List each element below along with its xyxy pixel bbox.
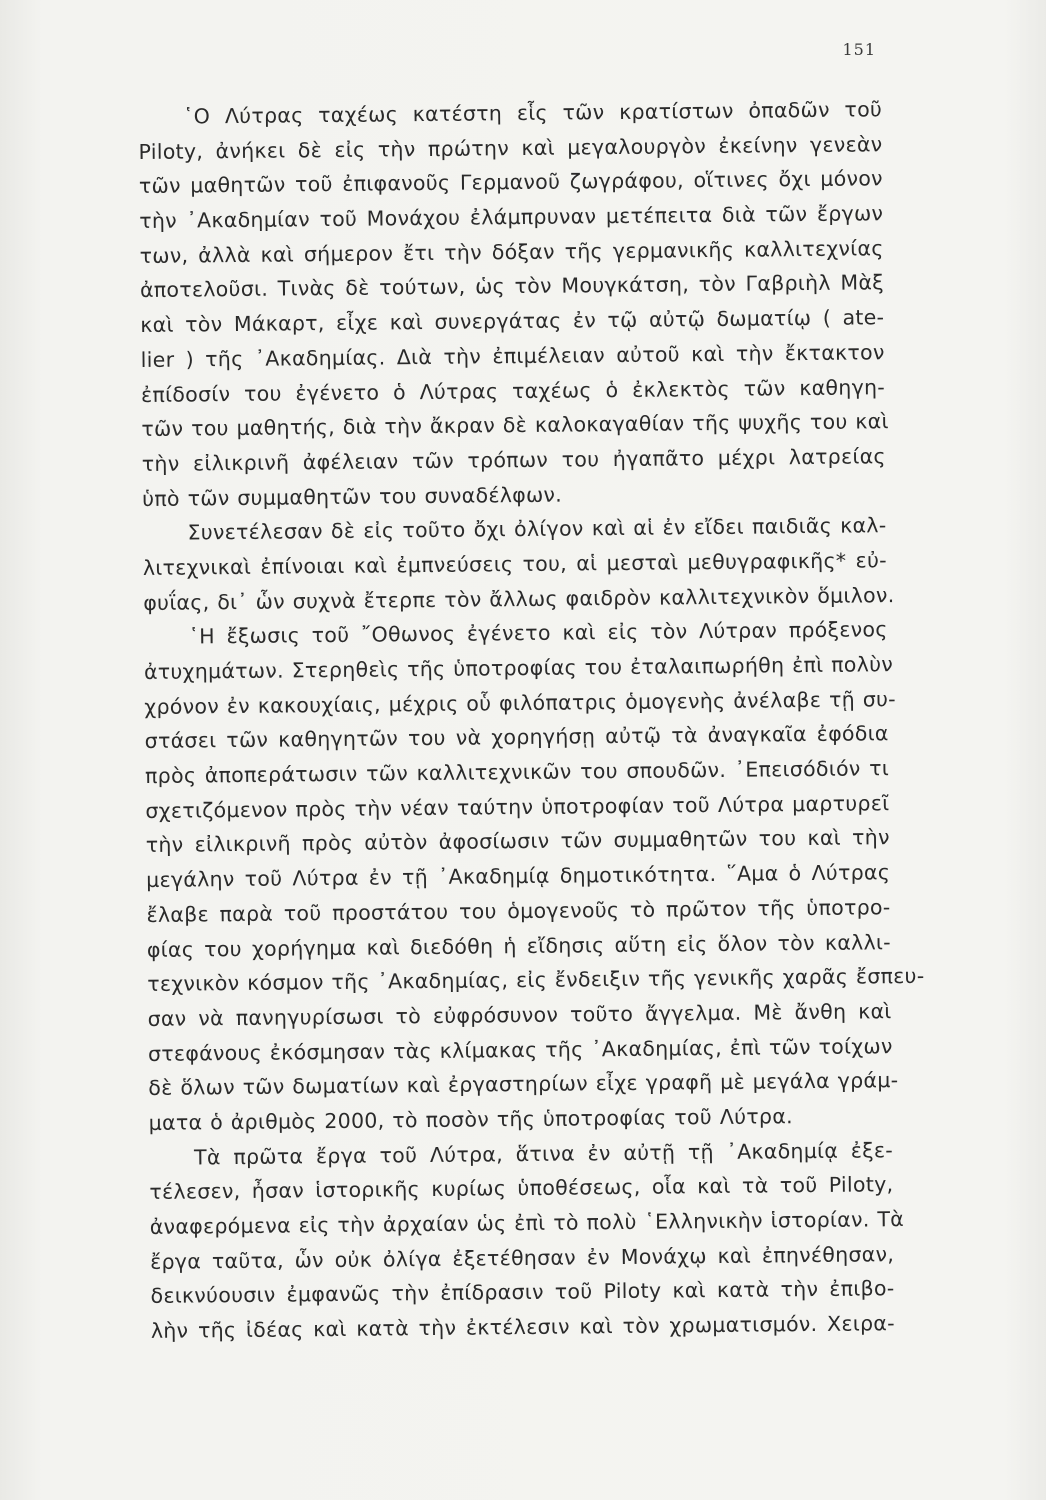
text-line: ματα ὁ ἀριθμὸς 2000, τὸ ποσὸν τῆς ὑποτροφίας τοῦ Λύτρα. — [148, 1104, 794, 1135]
text-line: ὑπὸ τῶν συμμαθητῶν του συναδέλφων. — [142, 482, 563, 511]
text-line: ἀποτελοῦσι. Τινὰς δὲ τούτων, ὡς τὸν Μουγκάτση, τὸν Γαβριὴλ Μὰξ — [139, 270, 885, 303]
text-line: δεικνύουσιν ἐμφανῶς τὴν ἐπίδρασιν τοῦ Piloty καὶ κατὰ τὴν ἐπιβο- — [150, 1276, 895, 1309]
text-line: σαν νὰ πανηγυρίσωσι τὸ εὐφρόσυνον τοῦτο ἄγγελμα. Μὲ ἄνθη καὶ — [147, 999, 892, 1031]
text-line: λιτεχνικαὶ ἐπίνοιαι καὶ ἐμπνεύσεις του, αἱ μεσταὶ μεθυγραφικῆς* εὐ- — [142, 548, 887, 580]
text-line: ἀτυχημάτων. Στερηθεὶς τῆς ὑποτροφίας του ἐταλαιπωρήθη ἐπὶ πολὺν — [143, 652, 894, 684]
text-line: των, ἀλλὰ καὶ σήμερον ἔτι τὴν δόξαν τῆς γερμανικῆς καλλιτεχνίας — [139, 235, 884, 268]
text-line: τῶν μαθητῶν τοῦ ἐπιφανοῦς Γερμανοῦ ζωγράφου, οἵτινες ὄχι μόνον — [138, 166, 883, 199]
text-line: Συνετέλεσαν δὲ εἰς τοῦτο ὄχι ὀλίγον καὶ αἱ ἐν εἴδει παιδιᾶς καλ- — [187, 513, 887, 545]
text-line: ἐπίδοσίν του ἐγένετο ὁ Λύτρας ταχέως ὁ ἐκλεκτὸς τῶν καθηγη- — [140, 374, 886, 407]
text-line: καὶ τὸν Μάκαρτ, εἶχε καὶ συνεργάτας ἐν τῷ αὐτῷ δωματίῳ ( ate- — [140, 305, 885, 338]
text-line: δὲ ὅλων τῶν δωματίων καὶ ἐργαστηρίων εἶχε γραφῆ μὲ μεγάλα γράμ- — [148, 1068, 899, 1101]
text-line: λὴν τῆς ἰδέας καὶ κατὰ τὴν ἐκτέλεσιν καὶ τὸν χρωματισμόν. Χειρα- — [150, 1311, 895, 1343]
text-line: τεχνικὸν κόσμον τῆς ᾿Ακαδημίας, εἰς ἔνδειξιν τῆς γενικῆς χαρᾶς ἔσπευ- — [147, 964, 925, 997]
text-line: τὴν εἰλικρινῆ πρὸς αὐτὸν ἀφοσίωσιν τῶν συμμαθητῶν του καὶ τὴν — [145, 825, 890, 858]
text-line: μεγάλην τοῦ Λύτρα ἐν τῇ ᾿Ακαδημίᾳ δημοτικότητα. ῞Αμα ὁ Λύτρας — [146, 860, 891, 893]
text-line: lier ) τῆς ᾿Ακαδημίας. Διὰ τὴν ἐπιμέλειαν αὐτοῦ καὶ τὴν ἔκτακτον — [140, 340, 885, 372]
body-text — [138, 92, 925, 1348]
text-line: σχετιζόμενον πρὸς τὴν νέαν ταύτην ὑποτροφίαν τοῦ Λύτρα μαρτυρεῖ — [145, 790, 890, 823]
text-line: ἔλαβε παρὰ τοῦ προστάτου του ὁμογενοῦς τὸ πρῶτον τῆς ὑποτρο- — [146, 894, 891, 927]
text-line: ἔργα ταῦτα, ὧν οὐκ ὀλίγα ἐξετέθησαν ἐν Μονάχῳ καὶ ἐπηνέθησαν, — [150, 1241, 895, 1274]
text-line: φυΐας, δι᾿ ὧν συχνὰ ἔτερπε τὸν ἄλλως φαιδρὸν καλλιτεχνικὸν ὅμιλον. — [143, 582, 895, 615]
text-line: στάσει τῶν καθηγητῶν του νὰ χορηγήσῃ αὐτῷ τὰ ἀναγκαῖα ἐφόδια — [144, 721, 889, 754]
text-line: ἀναφερόμενα εἰς τὴν ἀρχαίαν ὡς ἐπὶ τὸ πολὺ ῾Ελληνικὴν ἱστορίαν. Τὰ — [149, 1207, 905, 1239]
text-line: ῾Η ἔξωσις τοῦ ῎Οθωνος ἐγένετο καὶ εἰς τὸν Λύτραν πρόξενος — [188, 617, 888, 649]
text-line: χρόνον ἐν κακουχίαις, μέχρις οὗ φιλόπατρις ὁμογενὴς ἀνέλαβε τῇ συ- — [144, 686, 897, 719]
text-line: τέλεσεν, ἦσαν ἱστορικῆς κυρίως ὑποθέσεως, οἷα καὶ τὰ τοῦ Piloty, — [149, 1172, 894, 1205]
text-line: τὴν εἰλικρινῆ ἀφέλειαν τῶν τρόπων του ἠγαπᾶτο μέχρι λατρείας — [141, 444, 886, 476]
text-line: Piloty, ἀνήκει δὲ εἰς τὴν πρώτην καὶ μεγαλουργὸν ἐκείνην γενεὰν — [138, 131, 883, 164]
text-line: ῾Ο Λύτρας ταχέως κατέστη εἷς τῶν κρατίστων ὀπαδῶν τοῦ — [183, 97, 883, 129]
text-line: πρὸς ἀποπεράτωσιν τῶν καλλιτεχνικῶν του σπουδῶν. ᾿Επεισόδιόν τι — [144, 756, 890, 789]
text-line: τὴν ᾿Ακαδημίαν τοῦ Μονάχου ἐλάμπρυναν μετέπειτα διὰ τῶν ἔργων — [139, 201, 884, 234]
text-line: φίας του χορήγημα καὶ διεδόθη ἡ εἴδησις αὕτη εἰς ὅλον τὸν καλλι- — [146, 929, 891, 962]
text-line: τῶν του μαθητής, διὰ τὴν ἄκραν δὲ καλοκαγαθίαν τῆς ψυχῆς του καὶ — [141, 409, 889, 442]
text-line: Τὰ πρῶτα ἔργα τοῦ Λύτρα, ἅτινα ἐν αὐτῇ τῇ ᾿Ακαδημίᾳ ἐξε- — [193, 1137, 894, 1170]
text-line: στεφάνους ἐκόσμησαν τὰς κλίμακας τῆς ᾿Ακαδημίας, ἐπὶ τῶν τοίχων — [147, 1033, 893, 1066]
page-number: 151 — [842, 40, 876, 59]
